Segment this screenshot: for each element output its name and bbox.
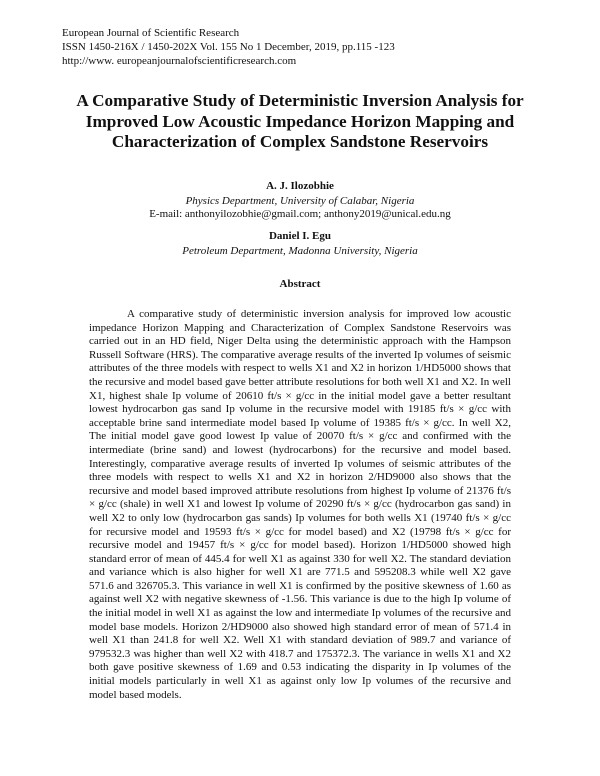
journal-header: [62, 26, 542, 68]
journal-name: European Journal of Scientific Research: [62, 27, 240, 39]
author-name: A. J. Ilozobhie: [266, 180, 334, 192]
author-block-1: [60, 180, 540, 222]
paper-title: A Comparative Study of Deterministic Inversion Analysis for Improved Low Acoustic Impedance Horizon Mapping and Characterization of Complex Sandstone Reservoirs: [76, 91, 524, 151]
author-affiliation: Physics Department, University of Calabar, Nigeria: [185, 194, 415, 207]
author-affiliation: Petroleum Department, Madonna University, Nigeria: [182, 244, 418, 257]
journal-url[interactable]: http://www. europeanjournalofscientificresearch.com: [62, 55, 297, 67]
author-email[interactable]: E-mail: anthonyilozobhie@gmail.com; anthony2019@unical.edu.ng: [149, 208, 451, 220]
journal-issn: ISSN 1450-216X / 1450-202X Vol. 155 No 1 December, 2019, pp.115 -123: [62, 41, 395, 53]
author-block-2: [60, 230, 540, 258]
abstract-heading: Abstract: [279, 278, 321, 290]
abstract-body: A comparative study of deterministic inversion analysis for improved low acoustic impedance Horizon Mapping and Characterization of Complex Sandstone Reservoirs was carried out in an HD field, Niger Delta using the deterministic approach with the Hampson Russell Software (HRS). The comparative average results of the inverted Ip volumes of seismic attributes of the three models with respect to wells X1 and X2 in horizon 1/HD5000 shows that the recursive and model based gave better attribute resolutions for both well X1 and X2. In well X1, highest shale Ip volume of 20610 ft/s × g/cc in the initial model gave a better resultant lowest hydrocarbon gas sand Ip volume in the recursive model with 19185 ft/s × g/cc with acceptable brine sand intermediate model based Ip volume of 19385 ft/s × g/cc. In well X2, The initial model gave good lowest Ip value of 20070 ft/s × g/cc and confirmed with the intermediate (brine sand) and lowest (hydrocarbons) for the recursive and model based. Interestingly, comparative average results of inverted Ip volumes of seismic attributes of the three models with respect to wells X1 and X2 in horizon 2/HD9000 also shows that the recursive and model based improved attribute resolutions from highest Ip volume of 21376 ft/s × g/cc (shale) in well X1 and lowest Ip volume of 20290 ft/s × g/cc (hydrocarbon gas sand) in well X2 to only low (hydrocarbon gas sands) Ip volumes for both wells X1 (19740 ft/s × g/cc for recursive model and 19593 ft/s × g/cc for model based) and X2 (19798 ft/s × g/cc for recursive model and 19457 ft/s × g/cc for model based). Horizon 1/HD5000 showed high standard error of mean of 445.4 for well X1 as against 330 for well X2. The standard deviation and variance which is also higher for well X1 are 771.5 and 595208.3 while well X2 gave 571.6 and 326705.3. This variance in well X1 is confirmed by the positive skewness of 1.60 as against well X2 with negative skewness of -1.56. This variance is due to the high Ip volume of the initial model in well X1 as against the low and intermediate Ip volumes of the recursive and model base models. Horizon 2/HD9000 also showed high standard error of mean of 571.4 in well X1 than 241.8 for well X2. Well X1 with standard deviation of 989.7 and variance of 979532.3 was higher than well X2 with 418.7 and 175372.3. The variance in wells X1 and X2 both gave positive skewness of 1.69 and 0.53 indicating the disparity in Ip volumes of the initial models particularly in well X1 as against only low Ip volumes of the recursive and model based models.: [89, 308, 511, 701]
author-name: Daniel I. Egu: [268, 230, 332, 242]
